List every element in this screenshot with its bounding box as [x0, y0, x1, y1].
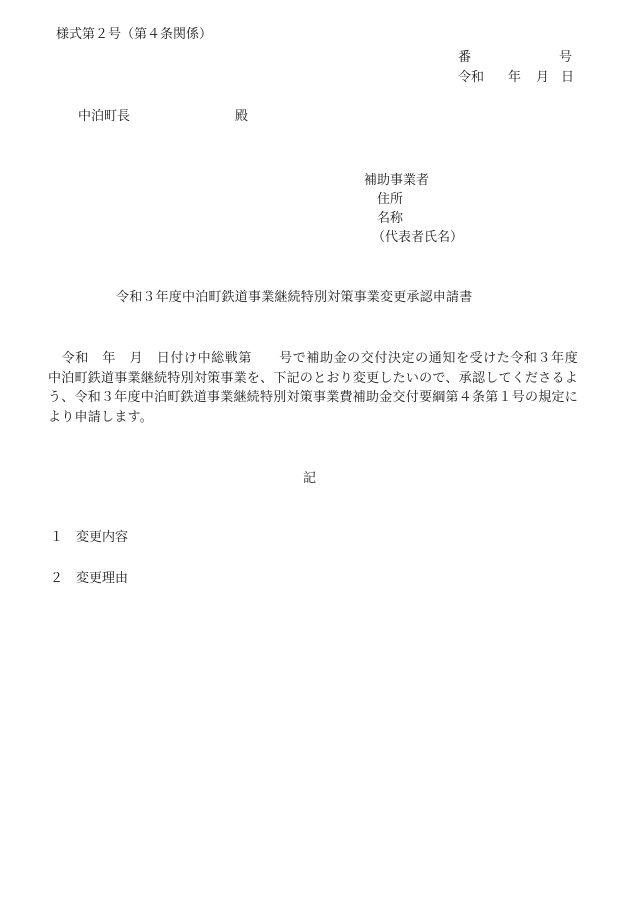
- document-number-suffix: 号: [558, 50, 572, 65]
- applicant-heading: 補助事業者: [364, 173, 430, 188]
- applicant-address-label: 住所: [377, 192, 404, 207]
- ki-label: 記: [303, 471, 317, 486]
- addressee-name: 中泊町長: [78, 109, 131, 124]
- addressee-honorific: 殿: [234, 109, 248, 124]
- item-number: ２: [50, 571, 64, 586]
- applicant-representative-label: （代表者氏名）: [372, 230, 464, 245]
- body-paragraph: [48, 349, 578, 427]
- date-era: 令和: [458, 70, 485, 85]
- item-label: 変更内容: [76, 530, 129, 545]
- date-year-label: 年: [508, 70, 522, 85]
- date-month-label: 月: [536, 70, 550, 85]
- list-item: [50, 572, 128, 585]
- form-number-label: 様式第２号（第４条関係）: [56, 27, 213, 42]
- applicant-name-label: 名称: [377, 211, 404, 226]
- applicant-block: [364, 171, 463, 247]
- date-day-label: 日: [561, 70, 575, 85]
- document-title: 令和３年度中泊町鉄道事業継続特別対策事業変更承認申請書: [116, 290, 473, 305]
- list-item: [50, 531, 128, 544]
- body-text: 令和 年 月 日付け中総戦第 号で補助金の交付決定の通知を受けた令和３年度中泊町鉄道事業継続特別対策事業を、下記のとおり変更したいので、承認してくださるよう、令和３年度中泊町鉄道事業継続特別対策事業費補助金交付要綱第４条第１号の規定により申請します。: [48, 351, 579, 425]
- item-label: 変更理由: [76, 571, 129, 586]
- document-number-label: 番: [458, 50, 472, 65]
- item-number: １: [50, 530, 64, 545]
